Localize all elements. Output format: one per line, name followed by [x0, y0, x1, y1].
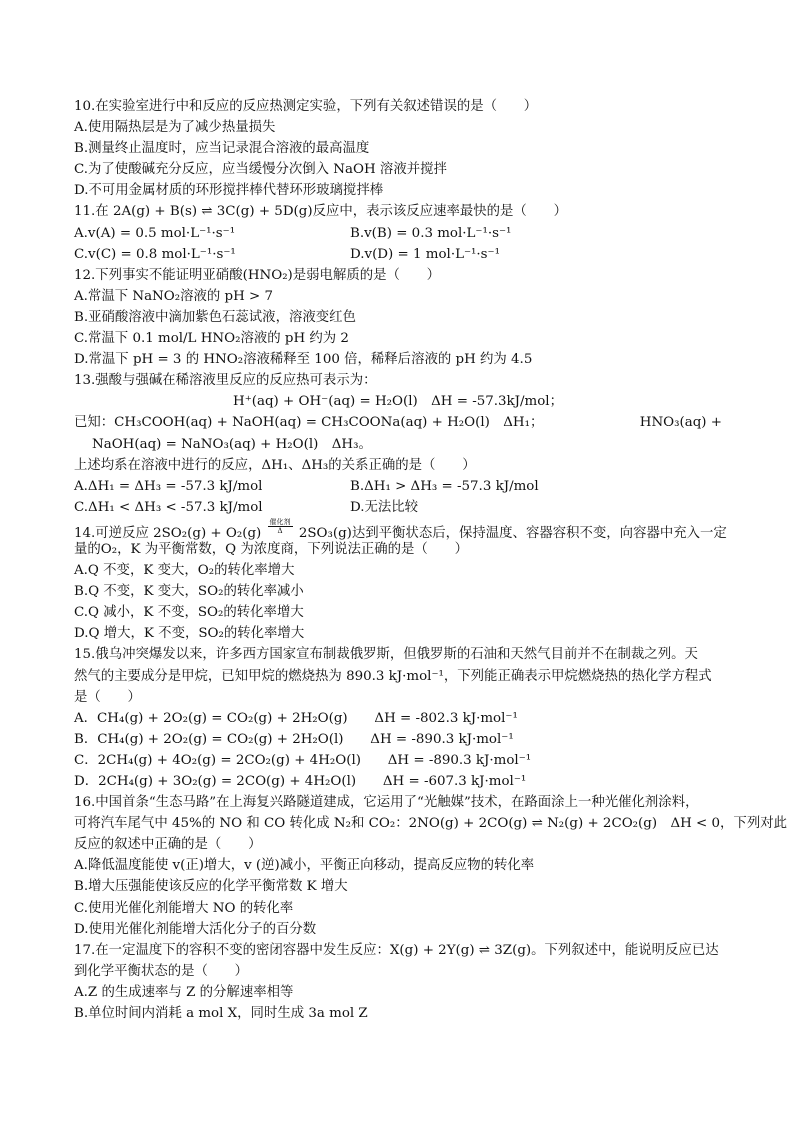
question-16-option-a: A.降低温度能使 v(正)增大，v (逆)减小，平衡正向移动，提高反应物的转化率: [74, 858, 535, 874]
question-list: [74, 96, 787, 1024]
question-10-stem: 10.在实验室进行中和反应的反应热测定实验，下列有关叙述错误的是（ ）: [74, 99, 538, 114]
question-14-stem: [74, 517, 727, 541]
question-13-equation: H⁺(aq) + OH⁻(aq) = H₂O(l) ΔH = -57.3kJ/mol；: [233, 394, 563, 410]
question-14-option-d: D.Q 增大，K 不变，SO₂的转化率增大: [74, 626, 305, 642]
question-11-stem: 11.在 2A(g) + B(s) ⇌ 3C(g) + 5D(g)反应中，表示该反应速率最快的是（ ）: [74, 204, 567, 220]
question-13-option-d: D.无法比较: [350, 499, 419, 515]
question-13-option-b: B.ΔH₁ > ΔH₃ = -57.3 kJ/mol: [350, 478, 539, 494]
question-12-option-b: B.亚硝酸溶液中滴加紫色石蕊试液，溶液变红色: [74, 309, 356, 325]
question-16-stem-line-3: 反应的叙述中正确的是（ ）: [74, 837, 262, 853]
heat-condition-label: Δ: [277, 526, 283, 535]
question-16-option-b: B.增大压强能使该反应的化学平衡常数 K 增大: [74, 879, 348, 895]
question-13-known-continued: NaOH(aq) = NaNO₃(aq) + H₂O(l) ΔH₃。: [92, 436, 372, 452]
question-17-stem-line-2: 到化学平衡状态的是（ ）: [74, 963, 249, 979]
question-16-option-d: D.使用光催化剂能增大活化分子的百分数: [74, 921, 317, 937]
question-16-stem-line-2: 可将汽车尾气中 45%的 NO 和 CO 转化成 N₂和 CO₂：2NO(g) + 2CO(g) ⇌ N₂(g) + 2CO₂(g) ΔH < 0，下列对此: [74, 816, 787, 832]
question-14: [74, 517, 727, 645]
question-14-stem-part-b: 2SO₃(g)达到平衡状态后，保持温度、容器容积不变，向容器中充入一定: [298, 525, 727, 541]
question-15: [74, 644, 722, 792]
question-17-option-b: B.单位时间内消耗 a mol X，同时生成 3a mol Z: [74, 1006, 368, 1022]
question-15-option-b: B．CH₄(g) + 2O₂(g) = CO₂(g) + 2H₂O(l) ΔH = -890.3 kJ·mol⁻¹: [74, 731, 514, 747]
catalyst-condition-label: 催化剂: [269, 517, 291, 526]
question-10-option-d: D.不可用金属材质的环形搅拌棒代替环形玻璃搅拌棒: [74, 183, 384, 199]
question-15-stem-line-1: 15.俄乌冲突爆发以来，许多西方国家宣布制裁俄罗斯，但俄罗斯的石油和天然气目前并不在制裁之列。天: [74, 647, 698, 663]
question-14-stem-continued: 量的O₂，K 为平衡常数，Q 为浓度商，下列说法正确的是（ ）: [74, 541, 468, 557]
question-11-options-row-2: [74, 244, 722, 265]
question-13-stem: 13.强酸与强碱在稀溶液里反应的反应热可表示为：: [74, 373, 377, 389]
question-11-option-c: C.v(C) = 0.8 mol·L⁻¹·s⁻¹: [74, 246, 236, 262]
question-12-option-a: A.常温下 NaNO₂溶液的 pH > 7: [74, 288, 274, 304]
question-10-option-c: C.为了使酸碱充分反应，应当缓慢分次倒入 NaOH 溶液并搅拌: [74, 162, 447, 178]
question-14-option-a: A.Q 不变，K 变大，O₂的转化率增大: [74, 563, 295, 579]
question-10-option-a: A.使用隔热层是为了减少热量损失: [74, 120, 276, 136]
question-15-option-a: A．CH₄(g) + 2O₂(g) = CO₂(g) + 2H₂O(g) ΔH = -802.3 kJ·mol⁻¹: [74, 710, 518, 726]
question-16: [74, 792, 787, 940]
question-11: [74, 201, 722, 264]
question-10-option-b: B.测量终止温度时，应当记录混合溶液的最高温度: [74, 141, 370, 157]
question-12-option-c: C.常温下 0.1 mol/L HNO₂溶液的 pH 约为 2: [74, 331, 349, 347]
question-14-option-b: B.Q 不变，K 变大，SO₂的转化率减小: [74, 584, 304, 600]
question-16-stem-line-1: 16.中国首条“生态马路”在上海复兴路隧道建成，它运用了“光触媒”技术，在路面涂上一种光催化剂涂料，: [74, 795, 699, 811]
question-11-option-d: D.v(D) = 1 mol·L⁻¹·s⁻¹: [350, 246, 500, 262]
question-12: [74, 265, 722, 370]
question-15-stem-line-3: 是（ ）: [74, 689, 141, 705]
question-10: [74, 96, 722, 201]
question-17-stem-line-1: 17.在一定温度下的容积不变的密闭容器中发生反应：X(g) + 2Y(g) ⇌ 3Z(g)。下列叙述中，能说明反应已达: [74, 942, 719, 958]
question-16-option-c: C.使用光催化剂能增大 NO 的转化率: [74, 900, 294, 916]
question-12-option-d: D.常温下 pH = 3 的 HNO₂溶液稀释至 100 倍，稀释后溶液的 pH 约为 4.5: [74, 352, 533, 368]
question-11-options-row-1: [74, 223, 722, 244]
question-15-option-d: D．2CH₄(g) + 3O₂(g) = 2CO(g) + 4H₂O(l) ΔH = -607.3 kJ·mol⁻¹: [74, 774, 527, 789]
question-11-option-a: A.v(A) = 0.5 mol·L⁻¹·s⁻¹: [74, 225, 236, 241]
question-17: [74, 940, 722, 1024]
question-14-stem-part-a: 14.可逆反应 2SO₂(g) + O₂(g): [74, 525, 262, 541]
question-13-option-c: C.ΔH₁ < ΔH₃ < -57.3 kJ/mol: [74, 499, 263, 515]
question-13: [74, 370, 722, 518]
question-13-known-left: 已知：CH₃COOH(aq) + NaOH(aq) = CH₃COONa(aq) + H₂O(l) ΔH₁；: [74, 415, 544, 431]
equilibrium-arrow-condition: [268, 518, 293, 535]
question-17-option-a: A.Z 的生成速率与 Z 的分解速率相等: [74, 984, 294, 1000]
question-12-stem: 12.下列事实不能证明亚硝酸(HNO₂)是弱电解质的是（ ）: [74, 267, 441, 283]
question-15-stem-line-2: 然气的主要成分是甲烷，已知甲烷的燃烧热为 890.3 kJ·mol⁻¹，下列能正确表示甲烷燃烧热的热化学方程式: [74, 668, 712, 684]
question-13-options-row-2: [74, 497, 722, 518]
question-14-option-c: C.Q 减小，K 不变，SO₂的转化率增大: [74, 605, 304, 621]
question-13-known: [74, 412, 722, 433]
question-11-option-b: B.v(B) = 0.3 mol·L⁻¹·s⁻¹: [350, 225, 512, 241]
question-13-known-right: HNO₃(aq) +: [639, 415, 722, 431]
question-13-ask: 上述均系在溶液中进行的反应，ΔH₁、ΔH₃的关系正确的是（ ）: [74, 457, 476, 473]
question-13-option-a: A.ΔH₁ = ΔH₃ = -57.3 kJ/mol: [74, 478, 263, 494]
question-15-option-c: C．2CH₄(g) + 4O₂(g) = 2CO₂(g) + 4H₂O(l) ΔH = -890.3 kJ·mol⁻¹: [74, 752, 532, 768]
question-13-options-row-1: [74, 476, 722, 497]
